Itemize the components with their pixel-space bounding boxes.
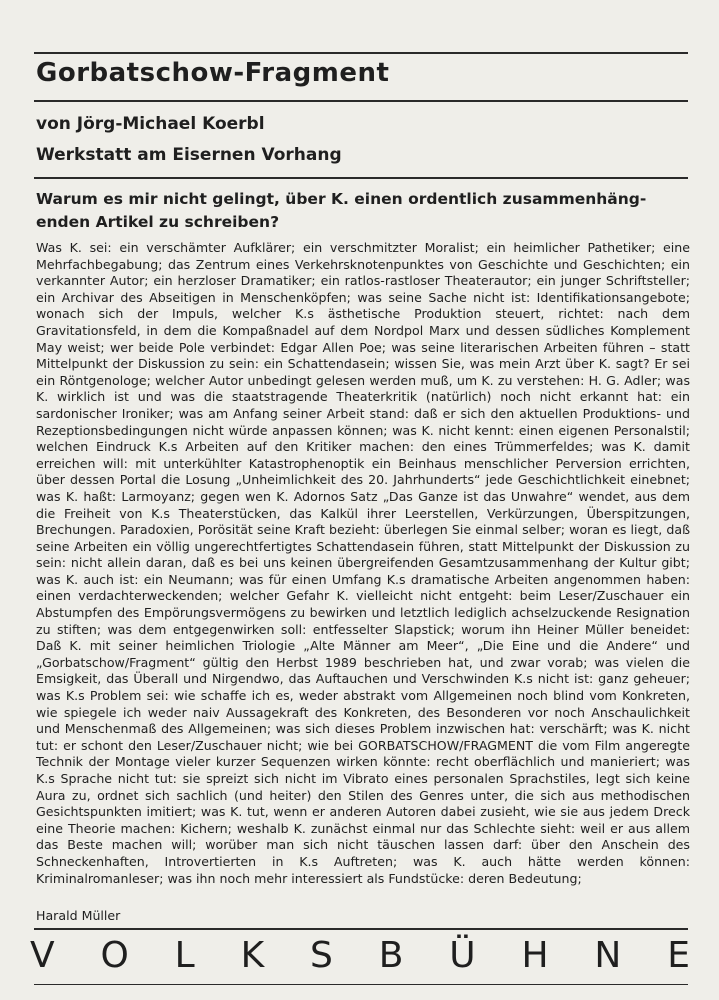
- venue-line: Werkstatt am Eisernen Vorhang: [36, 145, 342, 165]
- footer-rule: [34, 928, 688, 930]
- footer-letter: E: [667, 935, 690, 976]
- footer-letter: K: [240, 935, 265, 976]
- footer-letter: Ü: [449, 935, 476, 976]
- title-rule: [34, 100, 688, 102]
- footer-letter: L: [174, 935, 195, 976]
- author-line: von Jörg-Michael Koerbl: [36, 114, 265, 134]
- article-author: Harald Müller: [36, 908, 121, 923]
- footer-letter: H: [521, 935, 549, 976]
- bottom-rule: [34, 984, 688, 985]
- footer-letter: V: [30, 935, 55, 976]
- footer-letter: O: [100, 935, 129, 976]
- top-rule: [34, 52, 688, 54]
- footer-wordmark: [30, 934, 690, 978]
- article-body: Was K. sei: ein verschämter Aufklärer; ein verschmitzter Moralist; ein heimlicher Pathetiker; eine Mehrfachbegabung; das Zentrum eines Verkehrsknotenpunktes von Geschichte und Geschichten; ein verkannter Autor; ein herzloser Dramatiker; ein ratlos-rastloser Theaterautor; ein junger Schriftsteller; ein Archivar des Abseitigen in Menschenköpfen; was seine Sache nicht ist: Identifikationsangebote; wonach sich der Impuls, welcher K.s ästhetische Produktion steuert, richtet: nach dem Gravitationsfeld, in dem die Kompaßnadel auf dem Nordpol Marx und dessen südliches Komplement May weist; wer beide Pole verbindet: Edgar Allen Poe; was seine literarischen Arbeiten führen – statt Mittelpunkt der Diskussion zu sein: ein Schattendasein; wissen Sie, was mein Arzt über K. sagt? Er sei ein Röntgenologe; welcher Autor unbedingt gelesen werden muß, um K. zu verstehen: H. G. Adler; was K. wirklich ist und was die staatstragende Theaterkritik (natürlich) noch nicht erkannt hat: ein sardonischer Ironiker; was am Anfang seiner Arbeit stand: daß er sich den aktuellen Produktions- und Rezeptionsbedingungen nicht würde anpassen können; was K. nicht kennt: einen eigenen Personalstil; welchen Eindruck K.s Arbeiten auf den Kritiker machen: den eines Trümmerfeldes; was K. damit erreichen will: mit unterkühlter Katastrophenoptik ein Beinhaus menschlicher Perversion errichten, über dessen Portal die Losung „Unheimlichkeit des 20. Jahrhunderts“ jede Geschichtlichkeit einebnet; was K. haßt: Larmoyanz; gegen wen K. Adornos Satz „Das Ganze ist das Unwahre“ wendet, aus dem die Freiheit von K.s Theaterstücken, das Kalkül ihrer Leerstellen, Verkürzungen, Überspitzungen, Brechungen. Paradoxien, Porösität seine Kraft bezieht: überlegen Sie einmal selber; woran es liegt, daß seine Arbeiten ein völlig ungerechtfertigtes Schattendasein führen, statt Mittelpunkt der Diskussion zu sein: nicht allein daran, daß es bei uns keinen übergreifenden Gesamtzusammenhang der Kultur gibt; was K. auch ist: ein Neumann; was für einen Umfang K.s dramatische Arbeiten angenommen haben: einen verdachterweckenden; welcher Gefahr K. vielleicht nicht entgeht: beim Leser/Zuschauer ein Abstumpfen des Empörungsvermögens zu bewirken und letztlich lediglich achselzuckende Resignation zu stiften; was dem entgegenwirken soll: entfesselter Slapstick; worum ihn Heiner Müller beneidet: Daß K. mit seiner heimlichen Triologie „Alte Männer am Meer“, „Die Eine und die Andere“ und „Gorbatschow/Fragment“ gültig den Herbst 1989 beschrieben hat, und zwar vorab; was vielen die Emsigkeit, das Überall und Nirgendwo, das Auftauchen und Verschwinden K.s nicht ist: ganz geheuer; was K.s Problem sei: wie schaffe ich es, weder abstrakt vom Allgemeinen noch blind vom Konkreten, wie spiegele ich weder naiv Aussagekraft des Konkreten, des Besonderen vor noch Anschaulichkeit und Menschenmaß des Allgemeinen; was sich dieses Problem inzwischen hat: verschärft; was K. nicht tut: er schont den Leser/Zuschauer nicht; wie bei GORBATSCHOW/FRAGMENT die vom Film angeregte Technik der Montage vieler kurzer Sequenzen wirken könnte: recht oberflächlich und manieriert; was K.s Sprache nicht tut: sie spreizt sich nicht im Vibrato eines personalen Sprachstiles, legt sich keine Aura zu, ordnet sich sachlich (und heiter) den Stilen des Genres unter, die sich aus methodischen Gesichtspunkten imitiert; was K. tut, wenn er anderen Autoren dabei zusieht, wie sie aus jedem Dreck eine Theorie machen: Kichern; weshalb K. zunächst einmal nur das Schlechte sieht: weil er aus allem das Beste machen will; worüber man sich nicht täuschen lassen darf: über den Anschein des Schneckenhaften, Introvertierten in K.s Auftreten; was K. auch hätte werden können: Kriminalromanleser; was ihn noch mehr interessiert als Fundstücke: deren Bedeutung;: [36, 240, 690, 886]
- page-title: Gorbatschow-Fragment: [36, 58, 390, 88]
- footer-letter: N: [594, 935, 622, 976]
- article-heading: Warum es mir nicht gelingt, über K. einen ordentlich zusammenhängenden Artikel zu schreiben?: [36, 190, 647, 231]
- footer-letter: S: [310, 935, 333, 976]
- header-rule: [34, 177, 688, 179]
- footer-letter: B: [378, 935, 404, 976]
